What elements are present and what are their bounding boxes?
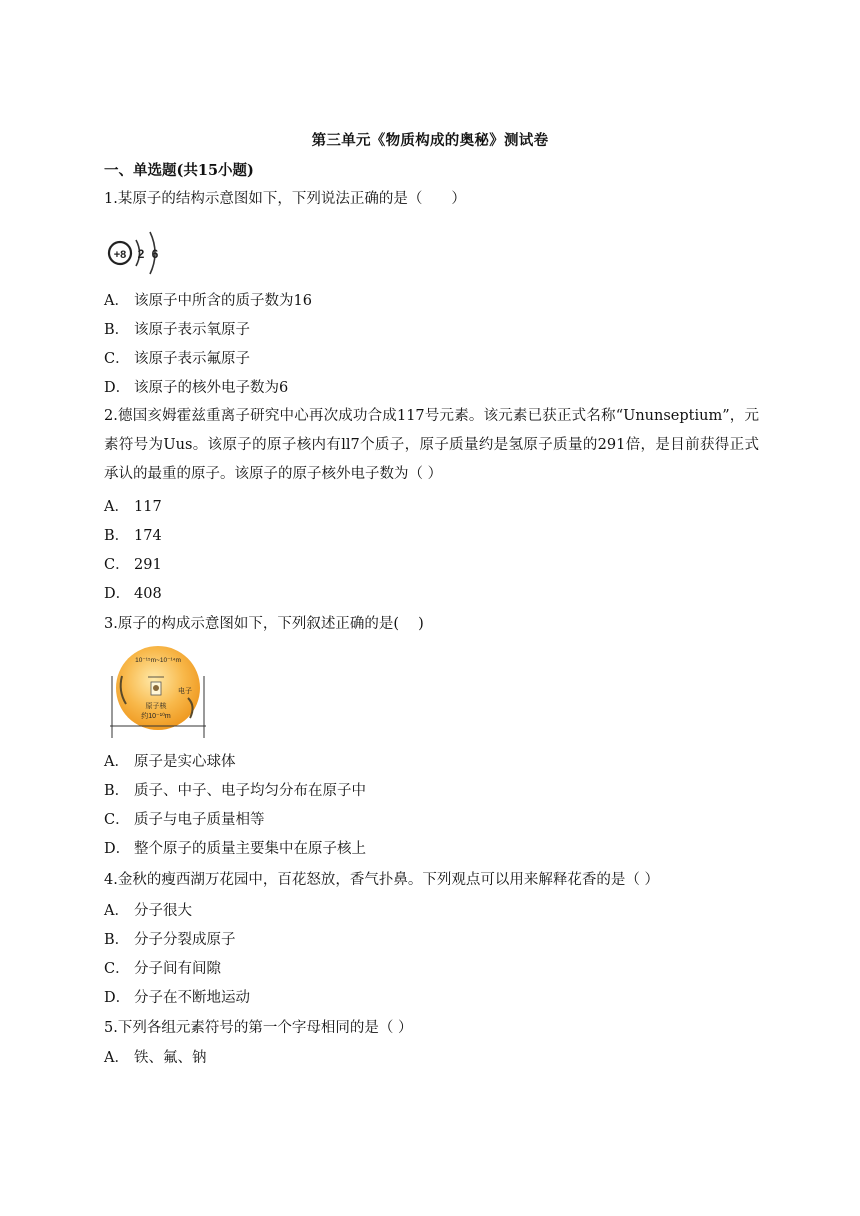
question-1-stem: 1.某原子的结构示意图如下，下列说法正确的是（ ） [104,191,466,207]
electron-label: 电子 [178,688,192,695]
question-2-option-a: A． 117 [104,499,162,515]
question-5-option-a: A． 铁、氟、钠 [104,1050,207,1066]
question-4-option-a: A． 分子很大 [104,903,192,919]
nucleus-size-label: 10⁻¹⁵m~10⁻¹⁴m [135,657,181,664]
question-2-option-b: B． 174 [104,528,162,544]
question-4-stem: 4.金秋的瘦西湖万花园中，百花怒放，香气扑鼻。下列观点可以用来解释花香的是（ ） [104,872,659,888]
page-title: 第三单元《物质构成的奥秘》测试卷 [311,132,549,149]
nucleus-dot [153,685,159,691]
question-4-option-d: D． 分子在不断地运动 [104,990,250,1006]
question-3-stem: 3.原子的构成示意图如下，下列叙述正确的是( ) [104,616,424,632]
question-1-option-d: D． 该原子的核外电子数为6 [104,380,289,396]
question-1-option-b: B． 该原子表示氧原子 [104,322,250,338]
section-heading: 一、单选题(共15小题) [104,162,254,179]
question-1-option-c: C． 该原子表示氟原子 [104,351,250,367]
question-2-option-c: C． 291 [104,557,162,573]
question-5-stem: 5.下列各组元素符号的第一个字母相同的是（ ） [104,1020,413,1036]
question-3-option-b: B． 质子、中子、电子均匀分布在原子中 [104,783,366,799]
question-2-option-d: D． 408 [104,586,162,602]
nucleus-label: 原子核 [145,703,167,710]
atom-structure-diagram [104,220,168,278]
question-3-option-c: C． 质子与电子质量相等 [104,812,265,828]
nucleus-charge-label: +8 [113,249,127,261]
shell-2-electron-count: 6 [151,247,159,261]
question-2-stem: 2.德国亥姆霍兹重离子研究中心再次成功合成117号元素。该元素已获正式名称“Ununseptium”，元素符号为Uus。该原子的原子核内有ll7个质子，原子质量约是氢原子质量的291倍，是目前获得正式承认的最重的原子。该原子的原子核外电子数为（ ） [104,408,759,482]
atom-size-label: 约10⁻¹⁰m [141,713,171,720]
atom-composition-diagram [108,646,208,738]
question-4-option-c: C． 分子间有间隙 [104,961,221,977]
question-3-option-a: A． 原子是实心球体 [104,754,236,770]
shell-1-electron-count: 2 [137,247,145,261]
question-1-option-a: A． 该原子中所含的质子数为16 [104,293,312,309]
question-3-option-d: D． 整个原子的质量主要集中在原子核上 [104,841,366,857]
question-4-option-b: B． 分子分裂成原子 [104,932,236,948]
